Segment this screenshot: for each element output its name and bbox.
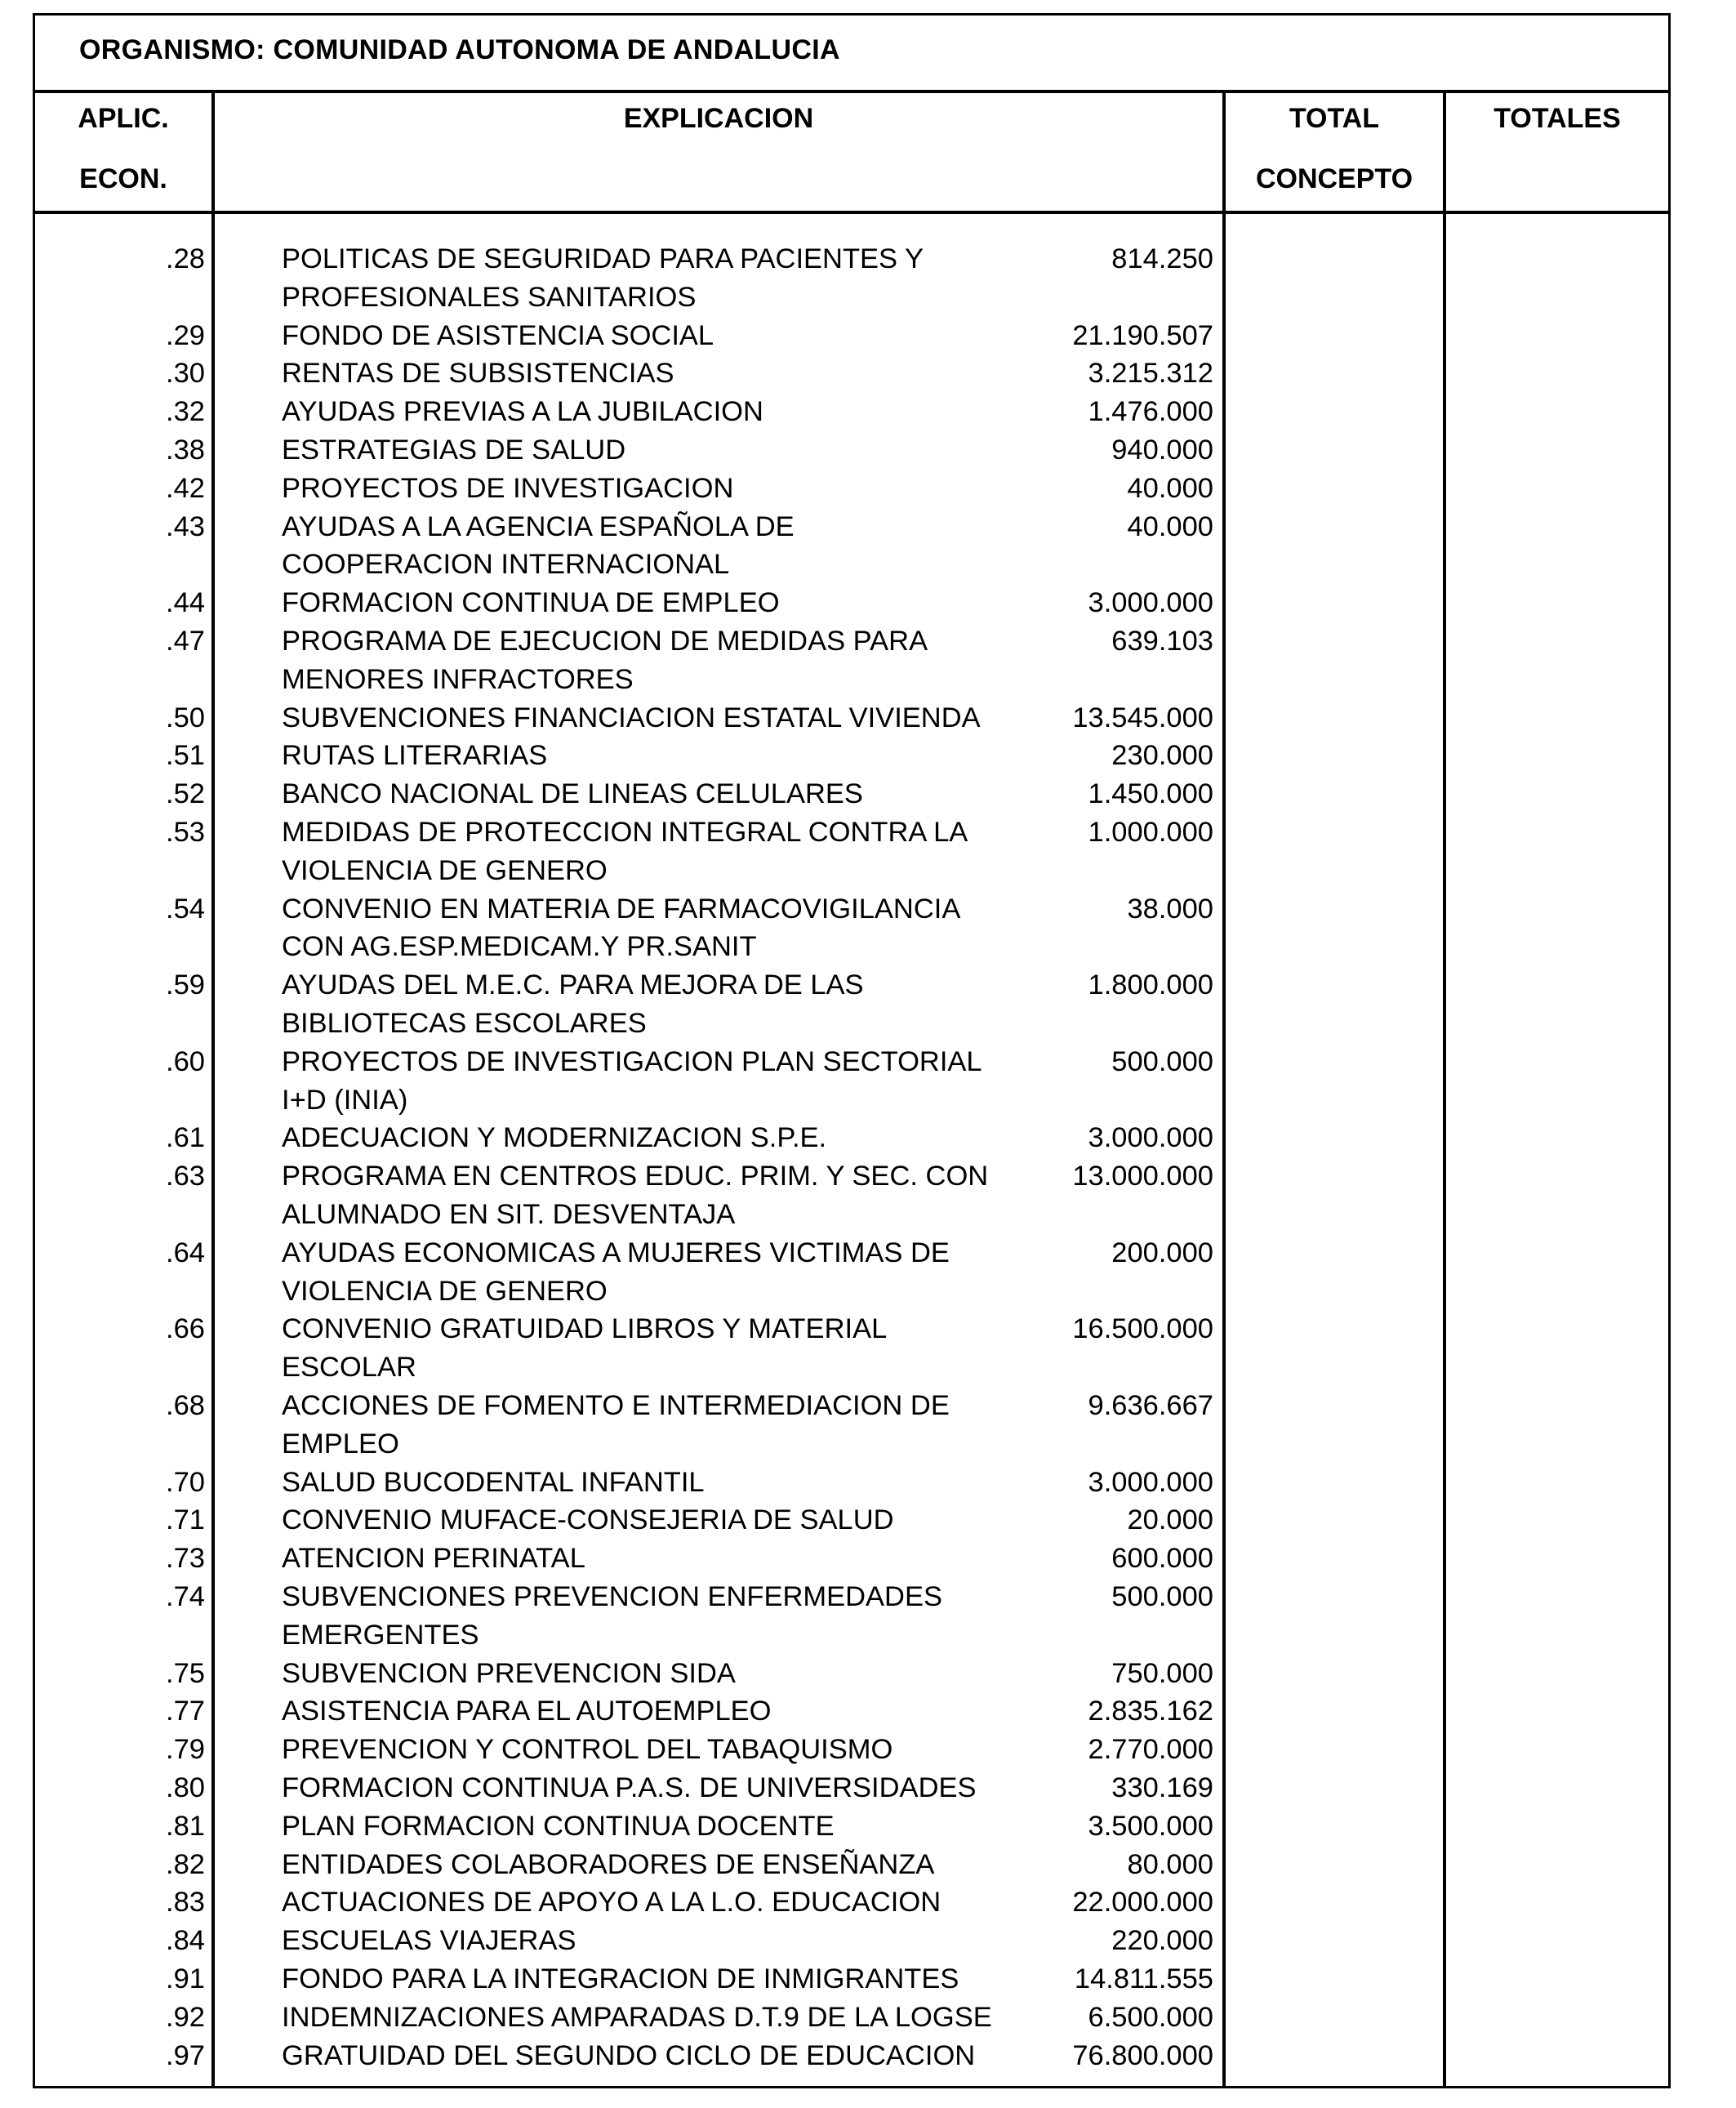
explicacion-text: SALUD BUCODENTAL INFANTIL xyxy=(282,1466,705,1498)
table-row xyxy=(33,894,1671,932)
table-row xyxy=(33,2040,1671,2079)
explicacion-text: PROYECTOS DE INVESTIGACION xyxy=(282,472,734,504)
amount-value: 940.000 xyxy=(1111,435,1213,466)
explicacion-text: ASISTENCIA PARA EL AUTOEMPLEO xyxy=(282,1696,772,1727)
aplic-econ-code: .44 xyxy=(166,587,205,619)
table-row xyxy=(33,435,1671,473)
table-row-continuation xyxy=(33,1428,1671,1467)
aplic-econ-code: .54 xyxy=(166,893,205,925)
explicacion-text: AYUDAS DEL M.E.C. PARA MEJORA DE LAS xyxy=(282,969,864,1001)
table-row xyxy=(33,1122,1671,1161)
header-bottom-rule xyxy=(33,211,1671,214)
explicacion-text: MEDIDAS DE PROTECCION INTEGRAL CONTRA LA xyxy=(282,817,968,848)
table-row-continuation xyxy=(33,931,1671,969)
aplic-econ-code: .30 xyxy=(166,358,205,390)
explicacion-text: AYUDAS PREVIAS A LA JUBILACION xyxy=(282,396,763,428)
aplic-econ-code: .80 xyxy=(166,1772,205,1803)
table-row xyxy=(33,358,1671,396)
table-row xyxy=(33,1849,1671,1887)
col-header-totales: TOTALES xyxy=(1493,103,1621,134)
amount-value: 330.169 xyxy=(1111,1772,1213,1803)
table-row-continuation xyxy=(33,549,1671,587)
aplic-econ-code: .73 xyxy=(166,1543,205,1575)
amount-value: 3.000.000 xyxy=(1088,1466,1213,1498)
header-top-rule xyxy=(33,90,1671,93)
amount-value: 13.545.000 xyxy=(1072,702,1213,733)
explicacion-text: INDEMNIZACIONES AMPARADAS D.T.9 DE LA LOGSE xyxy=(282,2001,992,2033)
explicacion-text: PROYECTOS DE INVESTIGACION PLAN SECTORIAL xyxy=(282,1045,982,1077)
explicacion-text: FORMACION CONTINUA DE EMPLEO xyxy=(282,587,780,619)
amount-value: 1.000.000 xyxy=(1088,817,1213,848)
aplic-econ-code: .59 xyxy=(166,969,205,1001)
table-row-continuation xyxy=(33,1620,1671,1658)
amount-value: 80.000 xyxy=(1127,1848,1213,1880)
table-row xyxy=(33,1581,1671,1620)
explicacion-text: ENTIDADES COLABORADORES DE ENSEÑANZA xyxy=(282,1848,935,1880)
aplic-econ-code: .29 xyxy=(166,319,205,351)
table-row xyxy=(33,1313,1671,1352)
col-header-aplic: APLIC. xyxy=(78,103,169,134)
explicacion-text: CON AG.ESP.MEDICAM.Y PR.SANIT xyxy=(282,931,757,963)
table-row xyxy=(33,702,1671,741)
table-row xyxy=(33,1925,1671,1963)
aplic-econ-code: .38 xyxy=(166,435,205,466)
aplic-econ-code: .61 xyxy=(166,1122,205,1154)
table-row xyxy=(33,243,1671,282)
table-row-continuation xyxy=(33,1276,1671,1314)
table-row-continuation xyxy=(33,664,1671,702)
explicacion-text: CONVENIO GRATUIDAD LIBROS Y MATERIAL xyxy=(282,1313,888,1345)
aplic-econ-code: .79 xyxy=(166,1734,205,1766)
explicacion-text: BANCO NACIONAL DE LINEAS CELULARES xyxy=(282,778,863,810)
table-row xyxy=(33,1543,1671,1581)
explicacion-text: SUBVENCIONES FINANCIACION ESTATAL VIVIENDA xyxy=(282,702,981,733)
table-row-continuation xyxy=(33,855,1671,894)
table-row xyxy=(33,1772,1671,1811)
aplic-econ-code: .47 xyxy=(166,626,205,657)
explicacion-text: GRATUIDAD DEL SEGUNDO CICLO DE EDUCACION xyxy=(282,2039,976,2071)
amount-value: 1.450.000 xyxy=(1088,778,1213,810)
table-row-continuation xyxy=(33,1085,1671,1123)
col-header-econ: ECON. xyxy=(79,163,167,194)
table-row-continuation xyxy=(33,1008,1671,1046)
organismo-title: ORGANISMO: COMUNIDAD AUTONOMA DE ANDALUCIA xyxy=(79,34,840,65)
explicacion-text: POLITICAS DE SEGURIDAD PARA PACIENTES Y xyxy=(282,243,924,274)
amount-value: 16.500.000 xyxy=(1072,1313,1213,1345)
table-row xyxy=(33,473,1671,511)
explicacion-text: SUBVENCION PREVENCION SIDA xyxy=(282,1657,736,1689)
explicacion-text: ACCIONES DE FOMENTO E INTERMEDIACION DE xyxy=(282,1390,950,1421)
table-row xyxy=(33,1237,1671,1276)
aplic-econ-code: .32 xyxy=(166,396,205,428)
amount-value: 3.500.000 xyxy=(1088,1810,1213,1842)
explicacion-text: ALUMNADO EN SIT. DESVENTAJA xyxy=(282,1199,736,1230)
table-row xyxy=(33,1467,1671,1505)
explicacion-text: EMPLEO xyxy=(282,1428,399,1460)
explicacion-text: RUTAS LITERARIAS xyxy=(282,740,548,772)
amount-value: 21.190.507 xyxy=(1072,319,1213,351)
explicacion-text: BIBLIOTECAS ESCOLARES xyxy=(282,1008,647,1039)
aplic-econ-code: .42 xyxy=(166,472,205,504)
aplic-econ-code: .91 xyxy=(166,1963,205,1994)
amount-value: 814.250 xyxy=(1111,243,1213,274)
table-row xyxy=(33,1887,1671,1925)
amount-value: 500.000 xyxy=(1111,1581,1213,1612)
aplic-econ-code: .66 xyxy=(166,1313,205,1345)
aplic-econ-code: .71 xyxy=(166,1504,205,1536)
amount-value: 3.000.000 xyxy=(1088,587,1213,619)
amount-value: 600.000 xyxy=(1111,1543,1213,1575)
aplic-econ-code: .68 xyxy=(166,1390,205,1421)
amount-value: 2.835.162 xyxy=(1088,1696,1213,1727)
amount-value: 3.215.312 xyxy=(1088,358,1213,390)
aplic-econ-code: .51 xyxy=(166,740,205,772)
table-row xyxy=(33,1696,1671,1734)
aplic-econ-code: .75 xyxy=(166,1657,205,1689)
explicacion-text: COOPERACION INTERNACIONAL xyxy=(282,549,730,581)
aplic-econ-code: .92 xyxy=(166,2001,205,2033)
explicacion-text: ESCUELAS VIAJERAS xyxy=(282,1925,576,1957)
explicacion-text: RENTAS DE SUBSISTENCIAS xyxy=(282,358,674,390)
explicacion-text: PROFESIONALES SANITARIOS xyxy=(282,281,697,313)
explicacion-text: VIOLENCIA DE GENERO xyxy=(282,854,608,886)
amount-value: 6.500.000 xyxy=(1088,2001,1213,2033)
amount-value: 200.000 xyxy=(1111,1237,1213,1268)
table-row xyxy=(33,1811,1671,1849)
aplic-econ-code: .70 xyxy=(166,1466,205,1498)
explicacion-text: AYUDAS ECONOMICAS A MUJERES VICTIMAS DE xyxy=(282,1237,950,1268)
explicacion-text: VIOLENCIA DE GENERO xyxy=(282,1275,608,1307)
table-row xyxy=(33,1046,1671,1085)
aplic-econ-code: .63 xyxy=(166,1161,205,1192)
explicacion-text: ESTRATEGIAS DE SALUD xyxy=(282,435,626,466)
explicacion-text: ACTUACIONES DE APOYO A LA L.O. EDUCACION xyxy=(282,1887,941,1919)
aplic-econ-code: .43 xyxy=(166,510,205,542)
table-row xyxy=(33,1658,1671,1696)
amount-value: 220.000 xyxy=(1111,1925,1213,1957)
amount-value: 22.000.000 xyxy=(1072,1887,1213,1919)
aplic-econ-code: .52 xyxy=(166,778,205,810)
table-row xyxy=(33,396,1671,435)
explicacion-text: PREVENCION Y CONTROL DEL TABAQUISMO xyxy=(282,1734,893,1766)
amount-value: 40.000 xyxy=(1127,510,1213,542)
table-row xyxy=(33,511,1671,550)
amount-value: 1.800.000 xyxy=(1088,969,1213,1001)
table-row xyxy=(33,969,1671,1008)
amount-value: 3.000.000 xyxy=(1088,1122,1213,1154)
table-row xyxy=(33,817,1671,855)
explicacion-text: FONDO PARA LA INTEGRACION DE INMIGRANTES xyxy=(282,1963,959,1994)
explicacion-text: ADECUACION Y MODERNIZACION S.P.E. xyxy=(282,1122,827,1154)
table-row xyxy=(33,587,1671,626)
aplic-econ-code: .83 xyxy=(166,1887,205,1919)
table-row-continuation xyxy=(33,1199,1671,1237)
aplic-econ-code: .64 xyxy=(166,1237,205,1268)
explicacion-text: AYUDAS A LA AGENCIA ESPAÑOLA DE xyxy=(282,510,795,542)
explicacion-text: I+D (INIA) xyxy=(282,1084,408,1116)
explicacion-text: PROGRAMA DE EJECUCION DE MEDIDAS PARA xyxy=(282,626,928,657)
amount-value: 40.000 xyxy=(1127,472,1213,504)
amount-value: 2.770.000 xyxy=(1088,1734,1213,1766)
table-row-continuation xyxy=(33,1352,1671,1390)
aplic-econ-code: .50 xyxy=(166,702,205,733)
explicacion-text: PROGRAMA EN CENTROS EDUC. PRIM. Y SEC. CON xyxy=(282,1161,989,1192)
amount-value: 230.000 xyxy=(1111,740,1213,772)
amount-value: 9.636.667 xyxy=(1088,1390,1213,1421)
explicacion-text: CONVENIO MUFACE-CONSEJERIA DE SALUD xyxy=(282,1504,894,1536)
explicacion-text: PLAN FORMACION CONTINUA DOCENTE xyxy=(282,1810,835,1842)
aplic-econ-code: .82 xyxy=(166,1848,205,1880)
amount-value: 20.000 xyxy=(1127,1504,1213,1536)
table-row xyxy=(33,320,1671,359)
amount-value: 500.000 xyxy=(1111,1045,1213,1077)
col-header-concepto: CONCEPTO xyxy=(1255,163,1413,194)
table-row xyxy=(33,1734,1671,1772)
explicacion-text: EMERGENTES xyxy=(282,1619,479,1651)
aplic-econ-code: .60 xyxy=(166,1045,205,1077)
amount-value: 639.103 xyxy=(1111,626,1213,657)
explicacion-text: FONDO DE ASISTENCIA SOCIAL xyxy=(282,319,714,351)
amount-value: 13.000.000 xyxy=(1072,1161,1213,1192)
aplic-econ-code: .81 xyxy=(166,1810,205,1842)
table-row xyxy=(33,1390,1671,1428)
aplic-econ-code: .53 xyxy=(166,817,205,848)
amount-value: 38.000 xyxy=(1127,893,1213,925)
col-header-total: TOTAL xyxy=(1289,103,1380,134)
explicacion-text: SUBVENCIONES PREVENCION ENFERMEDADES xyxy=(282,1581,942,1612)
table-row xyxy=(33,1504,1671,1543)
table-row xyxy=(33,778,1671,817)
explicacion-text: MENORES INFRACTORES xyxy=(282,663,634,695)
table-row xyxy=(33,1963,1671,2002)
table-row xyxy=(33,1161,1671,1199)
table-row xyxy=(33,740,1671,778)
explicacion-text: FORMACION CONTINUA P.A.S. DE UNIVERSIDADES xyxy=(282,1772,977,1803)
amount-value: 14.811.555 xyxy=(1074,1963,1213,1994)
aplic-econ-code: .28 xyxy=(166,243,205,274)
table-row xyxy=(33,626,1671,664)
explicacion-text: CONVENIO EN MATERIA DE FARMACOVIGILANCIA xyxy=(282,893,961,925)
aplic-econ-code: .84 xyxy=(166,1925,205,1957)
table-row-continuation xyxy=(33,282,1671,320)
aplic-econ-code: .97 xyxy=(166,2039,205,2071)
amount-value: 750.000 xyxy=(1111,1657,1213,1689)
explicacion-text: ATENCION PERINATAL xyxy=(282,1543,585,1575)
aplic-econ-code: .74 xyxy=(166,1581,205,1612)
aplic-econ-code: .77 xyxy=(166,1696,205,1727)
col-header-explicacion: EXPLICACION xyxy=(623,103,814,134)
explicacion-text: ESCOLAR xyxy=(282,1352,416,1384)
table-row xyxy=(33,2002,1671,2040)
amount-value: 76.800.000 xyxy=(1072,2039,1213,2071)
amount-value: 1.476.000 xyxy=(1088,396,1213,428)
